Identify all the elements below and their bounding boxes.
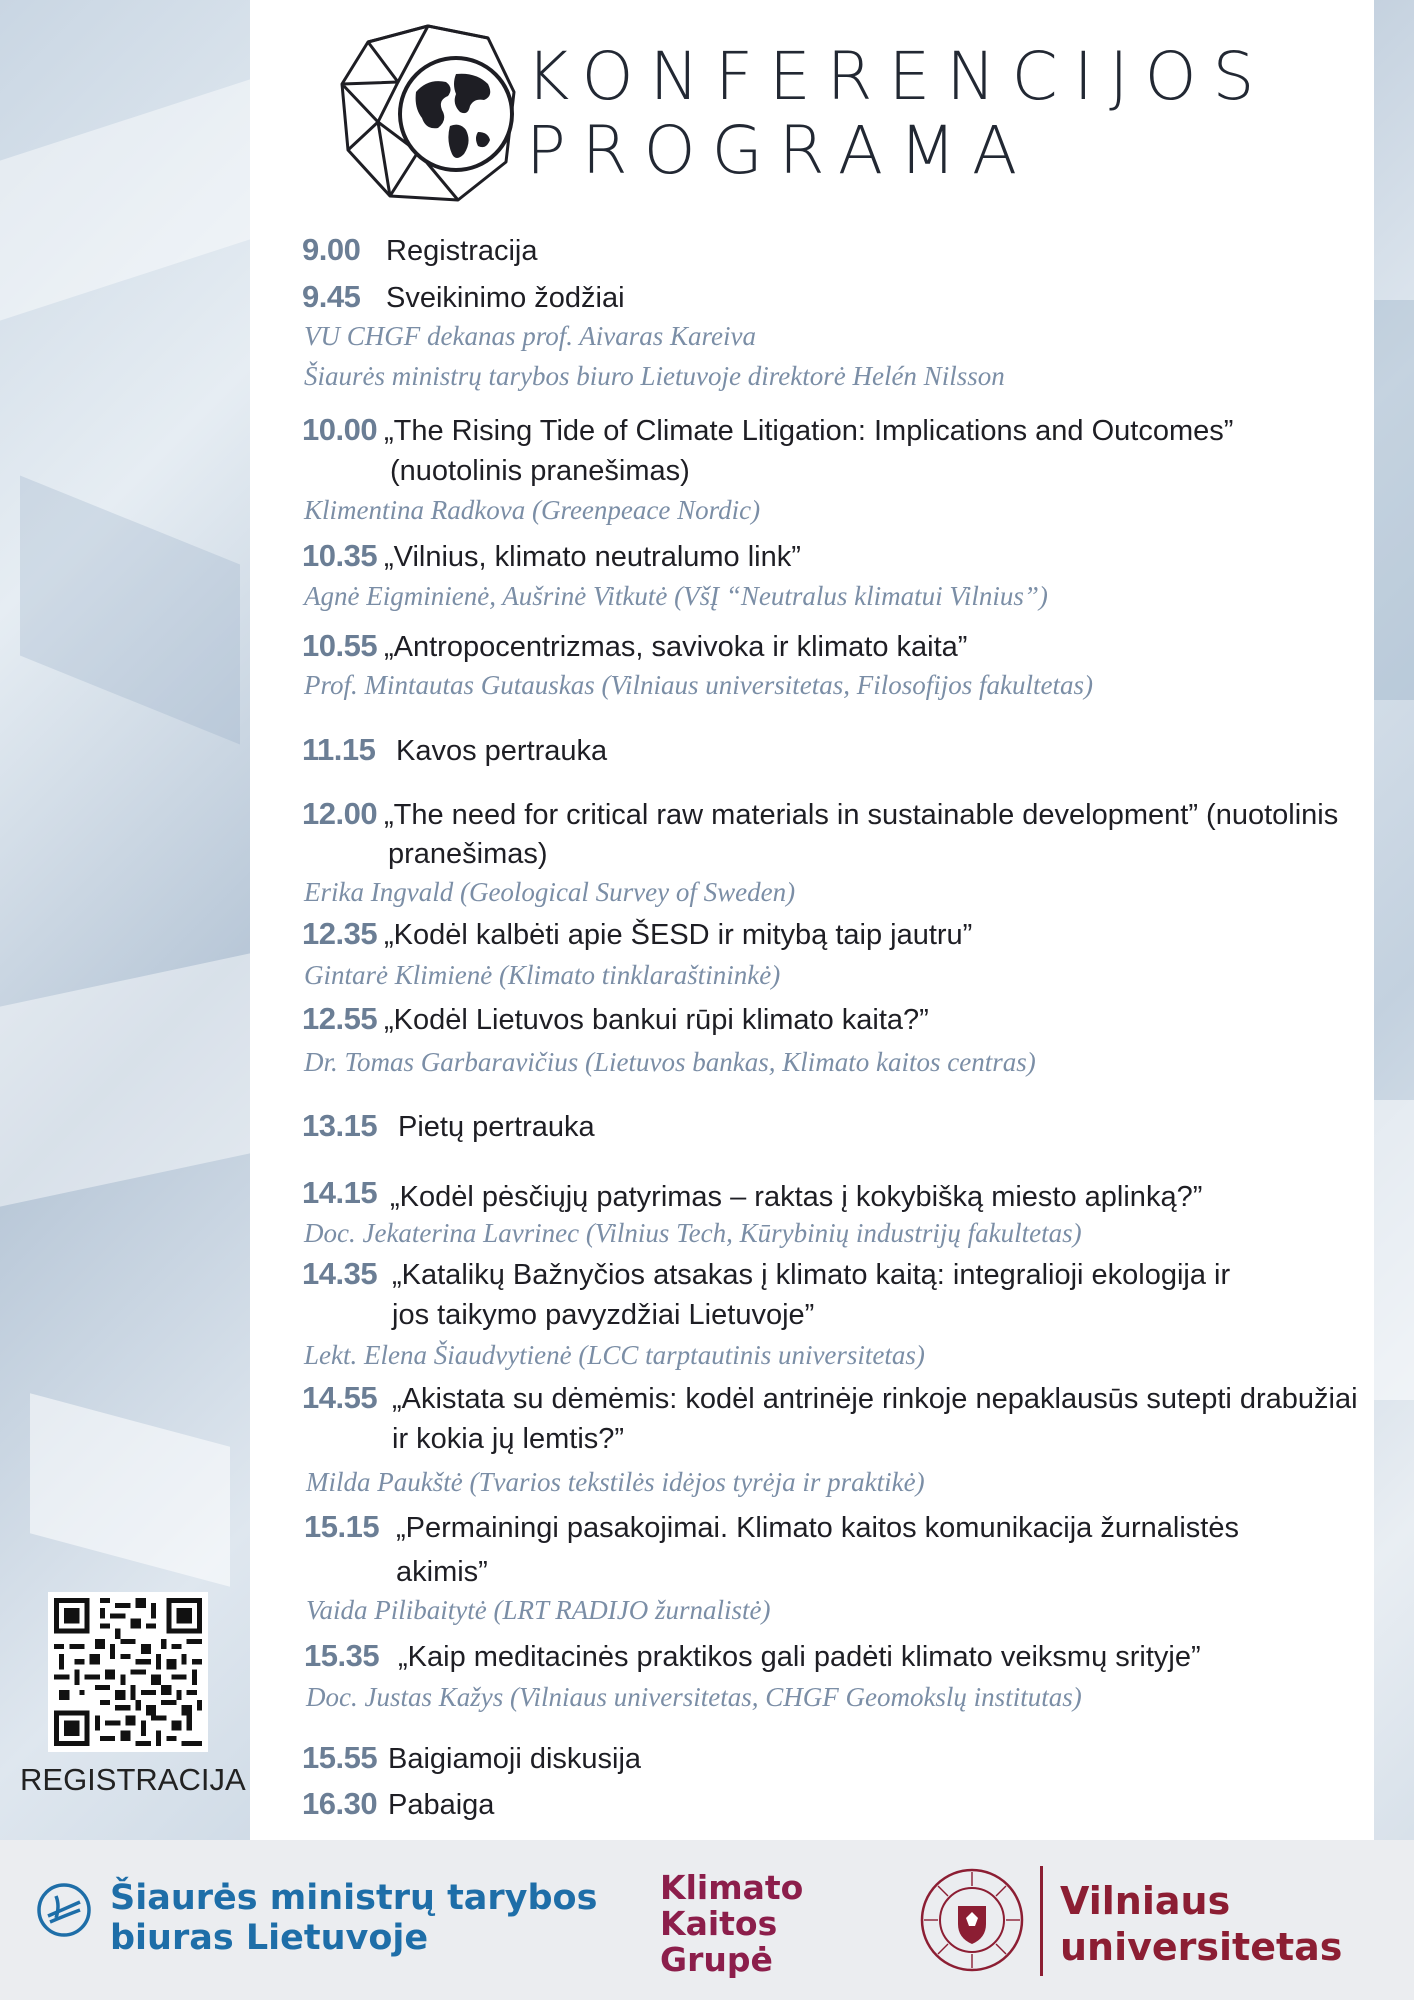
agenda-time: 15.55 <box>302 1740 378 1775</box>
nordic-line-2: biuras Lietuvoje <box>110 1918 429 1958</box>
agenda-time: 16.30 <box>302 1786 378 1821</box>
agenda-speaker: Gintarė Klimienė (Klimato tinklaraštininkė) <box>304 960 781 990</box>
agenda-end: Pabaiga <box>388 1789 495 1821</box>
agenda-title: „Kodėl Lietuvos bankui rūpi klimato kaita?” <box>384 1004 929 1036</box>
vu-divider <box>1040 1866 1043 1976</box>
agenda-time: 9.00 <box>302 232 361 267</box>
agenda-speaker: VU CHGF dekanas prof. Aivaras Kareiva <box>304 321 756 351</box>
agenda-time: 9.45 <box>302 279 361 314</box>
agenda-time: 14.55 <box>302 1380 378 1415</box>
agenda-speaker: Agnė Eigminienė, Aušrinė Vitkutė (VšĮ “Neutralus klimatui Vilnius”) <box>304 581 1048 611</box>
agenda-title: „Kaip meditacinės praktikos gali padėti klimato veiksmų srityje” <box>398 1641 1201 1673</box>
registration-qr-code[interactable] <box>48 1592 208 1752</box>
qr-code-icon <box>54 1598 202 1746</box>
agenda-title: „Permainingi pasakojimai. Klimato kaitos komunikacija žurnalistės <box>396 1512 1239 1544</box>
agenda-title: Sveikinimo žodžiai <box>386 282 625 314</box>
agenda-closing: Baigiamoji diskusija <box>388 1743 642 1775</box>
agenda-title: „The need for critical raw materials in sustainable development” (nuotolinis <box>384 799 1339 831</box>
agenda-speaker: Prof. Mintautas Gutauskas (Vilniaus universitetas, Filosofijos fakultetas) <box>304 670 1093 700</box>
agenda-title: „Akistata su dėmėmis: kodėl antrinėje rinkoje nepaklausūs sutepti drabužiai <box>392 1383 1358 1415</box>
agenda-time: 14.15 <box>302 1175 378 1210</box>
vu-line-2: universitetas <box>1060 1925 1343 1969</box>
agenda-time: 10.35 <box>302 538 378 573</box>
nordic-council-name <box>110 1878 597 1958</box>
agenda-title: „Vilnius, klimato neutralumo link” <box>384 541 801 573</box>
vu-line-1: Vilniaus <box>1060 1879 1231 1923</box>
agenda-speaker: Šiaurės ministrų tarybos biuro Lietuvoje direktorė Helén Nilsson <box>304 361 1005 391</box>
registration-label: REGISTRACIJA <box>20 1762 246 1797</box>
nordic-line-1: Šiaurės ministrų tarybos <box>110 1878 598 1918</box>
agenda-title-cont: akimis” <box>396 1556 488 1588</box>
agenda-title: „Antropocentrizmas, savivoka ir klimato kaita” <box>384 631 968 663</box>
agenda-speaker: Klimentina Radkova (Greenpeace Nordic) <box>304 495 761 525</box>
agenda-title: „Kodėl kalbėti apie ŠESD ir mitybą taip jautru” <box>384 919 973 951</box>
agenda-speaker: Dr. Tomas Garbaravičius (Lietuvos bankas, Klimato kaitos centras) <box>304 1047 1036 1077</box>
agenda-time: 13.15 <box>302 1108 378 1143</box>
kkg-line-2: Kaitos <box>660 1904 778 1943</box>
agenda-title: Registracija <box>386 235 538 267</box>
vilnius-university-seal-icon <box>918 1866 1026 1974</box>
agenda-title: „Kodėl pėsčiųjų patyrimas – raktas į kokybišką miesto aplinką?” <box>390 1181 1203 1213</box>
agenda-title-cont: pranešimas) <box>388 838 548 870</box>
klimato-kaitos-grupe-logo <box>660 1870 803 1978</box>
agenda-speaker: Doc. Justas Kažys (Vilniaus universitetas, CHGF Geomokslų institutas) <box>306 1682 1082 1712</box>
agenda-title-cont: (nuotolinis pranešimas) <box>390 455 690 487</box>
agenda-time: 11.15 <box>302 732 376 767</box>
agenda-title-cont: ir kokia jų lemtis?” <box>392 1423 625 1455</box>
agenda-title: „The Rising Tide of Climate Litigation: Implications and Outcomes” <box>384 415 1234 447</box>
agenda-time: 15.35 <box>304 1638 380 1673</box>
agenda-speaker: Vaida Pilibaitytė (LRT RADIJO žurnalistė) <box>306 1595 771 1625</box>
nordic-council-swan-icon <box>36 1882 92 1938</box>
agenda-break: Kavos pertrauka <box>396 735 608 767</box>
agenda-time: 12.00 <box>302 796 378 831</box>
vilnius-university-name <box>1060 1878 1342 1970</box>
kkg-line-3: Grupė <box>660 1940 773 1979</box>
kkg-line-1: Klimato <box>660 1868 804 1907</box>
agenda-break: Pietų pertrauka <box>398 1111 595 1143</box>
agenda-time: 12.35 <box>302 916 378 951</box>
agenda-time: 14.35 <box>302 1256 378 1291</box>
agenda-time: 10.00 <box>302 412 378 447</box>
agenda-time: 15.15 <box>304 1509 380 1544</box>
agenda-speaker: Doc. Jekaterina Lavrinec (Vilnius Tech, Kūrybinių industrijų fakultetas) <box>304 1218 1082 1248</box>
agenda-speaker: Erika Ingvald (Geological Survey of Sweden) <box>304 877 796 907</box>
agenda-time: 10.55 <box>302 628 378 663</box>
title-line-1: KONFERENCIJOS <box>526 38 1271 115</box>
title-line-2: PROGRAMA <box>526 112 1034 189</box>
agenda-speaker: Lekt. Elena Šiaudvytienė (LCC tarptautinis universitetas) <box>304 1340 925 1370</box>
footer-logos <box>0 1840 1414 2000</box>
agenda-title: „Katalikų Bažnyčios atsakas į klimato kaitą: integralioji ekologija ir <box>392 1259 1231 1291</box>
agenda-time: 12.55 <box>302 1001 378 1036</box>
agenda-speaker: Milda Paukštė (Tvarios tekstilės idėjos tyrėja ir praktikė) <box>306 1467 925 1497</box>
agenda-title-cont: jos taikymo pavyzdžiai Lietuvoje” <box>392 1299 815 1331</box>
